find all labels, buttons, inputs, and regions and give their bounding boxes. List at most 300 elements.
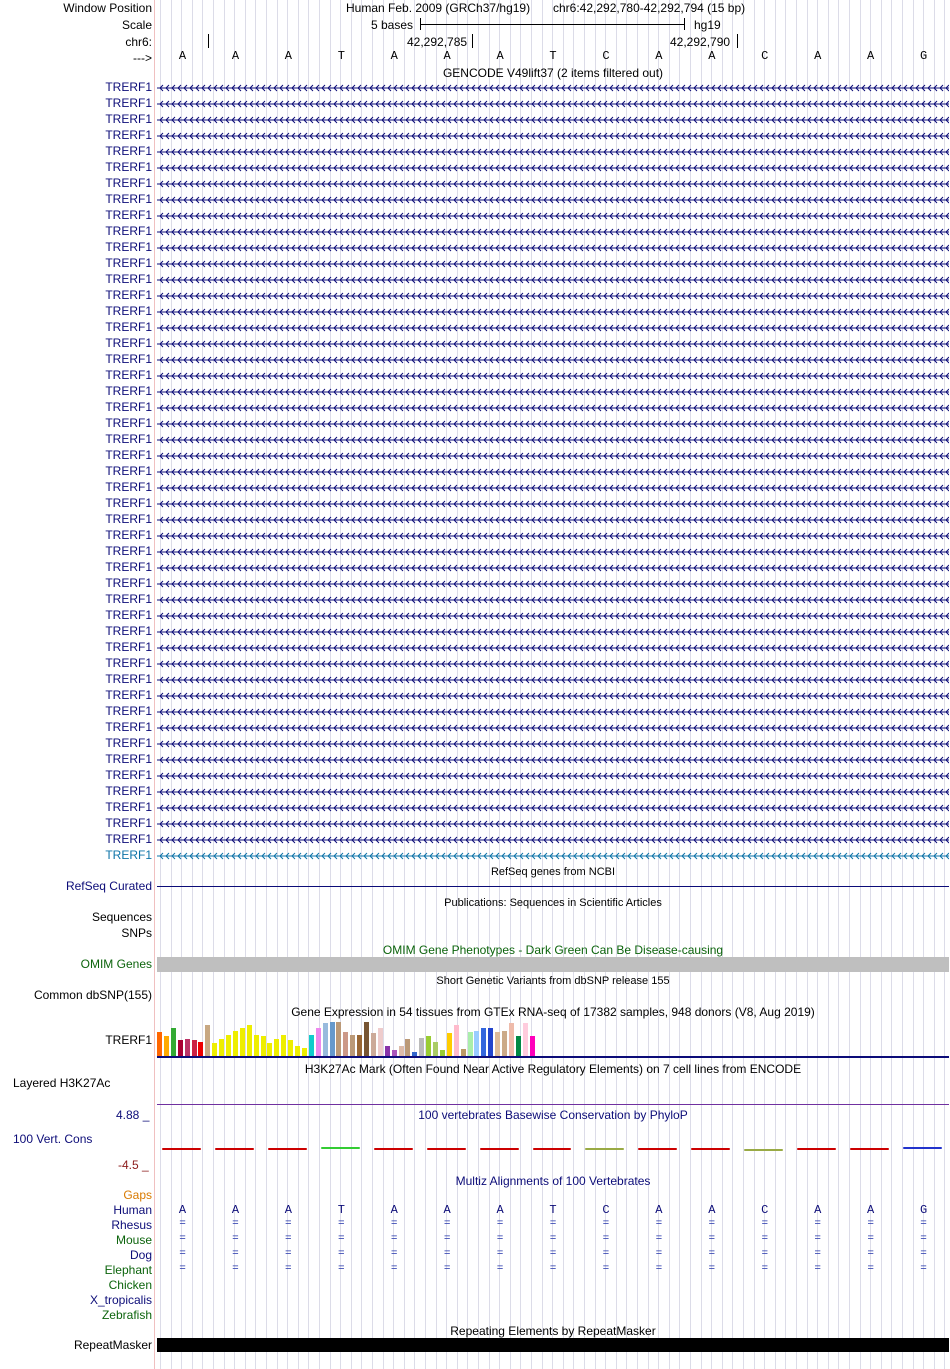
grid-line (870, 0, 871, 1369)
repeatmasker-element-bar[interactable] (157, 1338, 949, 1352)
gtex-tissue-bar[interactable] (433, 1042, 438, 1056)
coord-tick-1: 42,292,785 (407, 35, 468, 49)
gencode-transcript-intron[interactable] (157, 852, 949, 860)
gencode-transcript-intron[interactable] (157, 772, 949, 780)
base-letter: A (231, 49, 240, 63)
multiz-match-mark: = (708, 1218, 716, 1230)
gtex-tissue-bar[interactable] (281, 1035, 286, 1056)
gencode-transcript-intron[interactable] (157, 308, 949, 316)
multiz-match-mark: = (708, 1233, 716, 1245)
multiz-match-mark: = (549, 1233, 557, 1245)
gencode-transcript-label[interactable]: TRERF1 (105, 576, 152, 590)
dbsnp-track-label[interactable]: Common dbSNP(155) (33, 988, 152, 1002)
ruler-tick (208, 34, 209, 48)
gencode-transcript-label[interactable]: TRERF1 (105, 128, 152, 142)
multiz-match-mark: = (708, 1263, 716, 1275)
gencode-transcript-label[interactable]: TRERF1 (105, 544, 152, 558)
multiz-match-mark: = (549, 1248, 557, 1260)
gencode-transcript-label[interactable]: TRERF1 (105, 512, 152, 526)
omim-gene-bar[interactable] (157, 957, 949, 972)
gencode-transcript-label[interactable]: TRERF1 (105, 160, 152, 174)
multiz-human-base: T (549, 1203, 557, 1217)
gtex-tissue-bar[interactable] (447, 1033, 452, 1056)
gencode-transcript-label[interactable]: TRERF1 (105, 624, 152, 638)
gencode-transcript-label[interactable]: TRERF1 (105, 384, 152, 398)
multiz-human-base: A (867, 1203, 875, 1217)
gtex-tissue-bar[interactable] (336, 1022, 341, 1056)
grid-line (277, 0, 278, 1369)
h3k27ac-track-label[interactable]: Layered H3K27Ac (13, 1076, 111, 1090)
gtex-tissue-bar[interactable] (357, 1035, 362, 1056)
gencode-transcript-label[interactable]: TRERF1 (105, 400, 152, 414)
phylop-score-mark (215, 1148, 254, 1150)
grid-line (340, 0, 341, 1369)
gencode-transcript-label[interactable]: TRERF1 (105, 608, 152, 622)
gtex-tissue-bar[interactable] (247, 1025, 252, 1056)
gencode-transcript-intron[interactable] (157, 500, 949, 508)
gencode-transcript-intron[interactable] (157, 532, 949, 540)
multiz-match-mark: = (232, 1263, 239, 1275)
gencode-transcript-label[interactable]: TRERF1 (105, 480, 152, 494)
gtex-tissue-bar[interactable] (226, 1035, 231, 1056)
gencode-transcript-intron[interactable] (157, 516, 949, 524)
phylop-score-mark (744, 1149, 783, 1151)
grid-line (160, 0, 161, 1369)
gencode-transcript-label[interactable]: TRERF1 (105, 240, 152, 254)
gtex-tissue-bar[interactable] (502, 1031, 507, 1057)
phylop-score-mark (691, 1148, 730, 1150)
gencode-transcript-intron[interactable] (157, 484, 949, 492)
refseq-track-title: RefSeq genes from NCBI (490, 866, 616, 878)
gtex-tissue-bar[interactable] (509, 1023, 514, 1056)
gtex-tissue-bar[interactable] (495, 1032, 500, 1056)
assembly-title: Human Feb. 2009 (GRCh37/hg19) (346, 1, 531, 15)
omim-track-label[interactable]: OMIM Genes (80, 957, 152, 971)
gencode-transcript-label[interactable]: TRERF1 (105, 288, 152, 302)
grid-line (743, 0, 744, 1369)
gtex-baseline (157, 1056, 949, 1058)
gencode-transcript-intron[interactable] (157, 132, 949, 140)
gtex-tissue-bar[interactable] (198, 1042, 203, 1056)
multiz-match-mark: = (390, 1263, 398, 1275)
gencode-transcript-label[interactable]: TRERF1 (105, 768, 152, 782)
gencode-transcript-label[interactable]: TRERF1 (105, 416, 152, 430)
base-letter: A (284, 49, 292, 63)
gencode-transcript-label[interactable]: TRERF1 (105, 112, 152, 126)
multiz-human-base: A (655, 1203, 663, 1217)
gencode-transcript-label[interactable]: TRERF1 (105, 848, 152, 862)
gencode-transcript-label[interactable]: TRERF1 (105, 304, 152, 318)
gtex-tissue-bar[interactable] (385, 1046, 390, 1056)
refseq-track-label[interactable]: RefSeq Curated (65, 879, 152, 893)
grid-line (255, 0, 256, 1369)
gencode-transcript-intron[interactable] (157, 804, 949, 812)
grid-line (383, 0, 384, 1369)
gencode-transcript-intron[interactable] (157, 84, 949, 92)
grid-line (573, 0, 574, 1369)
multiz-species-label[interactable]: Mouse (115, 1233, 152, 1247)
gencode-transcript-intron[interactable] (157, 292, 949, 300)
gencode-transcript-intron[interactable] (157, 468, 949, 476)
gtex-track-title: Gene Expression in 54 tissues from GTEx RNA-seq of 17382 samples, 948 donors (V8, Aug 2019) (291, 1005, 815, 1019)
gencode-transcript-label[interactable]: TRERF1 (105, 800, 152, 814)
conservation-max-label: 4.88 _ (116, 1108, 150, 1122)
grid-line (171, 0, 172, 1369)
gencode-transcript-label[interactable]: TRERF1 (105, 720, 152, 734)
grid-line (234, 0, 235, 1369)
gtex-tissue-bar[interactable] (461, 1049, 466, 1056)
multiz-match-mark: = (232, 1233, 239, 1245)
multiz-match-mark: = (285, 1263, 292, 1275)
grid-line (785, 0, 786, 1369)
grid-line (457, 0, 458, 1369)
multiz-match-mark: = (443, 1233, 451, 1245)
multiz-human-base: A (496, 1203, 504, 1217)
gencode-transcript-intron[interactable] (157, 596, 949, 604)
grid-line (944, 0, 945, 1369)
multiz-match-mark: = (496, 1248, 504, 1260)
gencode-transcript-label[interactable]: TRERF1 (105, 368, 152, 382)
gencode-transcript-intron[interactable] (157, 660, 949, 668)
gencode-transcript-intron[interactable] (157, 100, 949, 108)
base-letter: A (814, 49, 822, 63)
grid-line (563, 0, 564, 1369)
gtex-tissue-bar[interactable] (516, 1036, 521, 1056)
gencode-transcript-label[interactable]: TRERF1 (105, 464, 152, 478)
gtex-tissue-bar[interactable] (378, 1028, 383, 1056)
gencode-transcript-label[interactable]: TRERF1 (105, 96, 152, 110)
multiz-match-mark: = (496, 1263, 504, 1275)
gtex-tissue-bar[interactable] (371, 1033, 376, 1056)
gtex-tissue-bar[interactable] (261, 1036, 266, 1056)
gencode-transcript-intron[interactable] (157, 436, 949, 444)
gencode-transcript-intron[interactable] (157, 228, 949, 236)
gencode-transcript-label[interactable]: TRERF1 (105, 704, 152, 718)
grid-line (891, 0, 892, 1369)
grid-line (828, 0, 829, 1369)
grid-line (192, 0, 193, 1369)
gencode-transcript-label[interactable]: TRERF1 (105, 432, 152, 446)
dbsnp-track-title: Short Genetic Variants from dbSNP release 155 (436, 975, 670, 987)
gtex-tissue-bar[interactable] (164, 1036, 169, 1056)
grid-line (404, 0, 405, 1369)
grid-line (202, 0, 203, 1369)
grid-line (732, 0, 733, 1369)
grid-line (658, 0, 659, 1369)
gtex-tissue-bar[interactable] (157, 1032, 162, 1056)
gtex-tissue-bar[interactable] (171, 1028, 176, 1056)
gencode-transcript-label[interactable]: TRERF1 (105, 272, 152, 286)
gencode-transcript-intron[interactable] (157, 164, 949, 172)
multiz-human-base: A (390, 1203, 398, 1217)
gtex-tissue-bar[interactable] (288, 1040, 293, 1056)
gencode-transcript-intron[interactable] (157, 356, 949, 364)
base-letter: G (919, 49, 928, 63)
gtex-tissue-bar[interactable] (323, 1023, 328, 1056)
grid-line (436, 0, 437, 1369)
phylop-score-mark (480, 1148, 519, 1150)
gencode-transcript-intron[interactable] (157, 820, 949, 828)
gencode-transcript-intron[interactable] (157, 692, 949, 700)
multiz-match-mark: = (179, 1233, 186, 1245)
gencode-transcript-intron[interactable] (157, 324, 949, 332)
gencode-transcript-intron[interactable] (157, 708, 949, 716)
gtex-tissue-bar[interactable] (330, 1022, 335, 1056)
grid-line (584, 0, 585, 1369)
grid-line (319, 0, 320, 1369)
gtex-tissue-bar[interactable] (316, 1028, 321, 1056)
gtex-tissue-bar[interactable] (350, 1035, 355, 1056)
gtex-tissue-bar[interactable] (488, 1028, 493, 1056)
gencode-transcript-label[interactable]: TRERF1 (105, 816, 152, 830)
multiz-match-mark: = (761, 1233, 769, 1245)
gencode-transcript-intron[interactable] (157, 180, 949, 188)
phylop-score-mark (585, 1148, 624, 1150)
gtex-tissue-bar[interactable] (481, 1028, 486, 1056)
multiz-match-mark: = (602, 1218, 610, 1230)
grid-line (330, 0, 331, 1369)
multiz-match-mark: = (655, 1218, 663, 1230)
gencode-transcript-intron[interactable] (157, 452, 949, 460)
gencode-transcript-label[interactable]: TRERF1 (105, 688, 152, 702)
multiz-match-mark: = (761, 1248, 769, 1260)
gtex-tissue-bar[interactable] (302, 1048, 307, 1057)
scale-bar (420, 24, 685, 25)
gencode-transcript-intron[interactable] (157, 420, 949, 428)
grid-line (298, 0, 299, 1369)
grid-line (446, 0, 447, 1369)
gtex-tissue-bar[interactable] (426, 1036, 431, 1056)
gtex-tissue-bar[interactable] (523, 1023, 528, 1056)
grid-line (351, 0, 352, 1369)
multiz-species-label[interactable]: Human (113, 1203, 152, 1217)
multiz-match-mark: = (390, 1233, 398, 1245)
multiz-match-mark: = (337, 1233, 345, 1245)
gencode-transcript-intron[interactable] (157, 564, 949, 572)
multiz-species-label[interactable]: Rhesus (111, 1218, 152, 1232)
gencode-transcript-label[interactable]: TRERF1 (105, 192, 152, 206)
grid-line (701, 0, 702, 1369)
scale-bar-left-tick (420, 18, 421, 30)
gtex-tissue-bar[interactable] (309, 1035, 314, 1056)
multiz-match-mark: = (337, 1263, 345, 1275)
multiz-species-label[interactable]: Elephant (104, 1263, 152, 1277)
multiz-match-mark: = (761, 1263, 769, 1275)
multiz-human-base: C (761, 1203, 769, 1217)
grid-line (489, 0, 490, 1369)
gencode-transcript-label[interactable]: TRERF1 (105, 592, 152, 606)
ruler-tick (472, 34, 473, 48)
scale-label: Scale (121, 18, 152, 32)
gencode-transcript-label[interactable]: TRERF1 (105, 656, 152, 670)
multiz-match-mark: = (761, 1218, 769, 1230)
gencode-transcript-label[interactable]: TRERF1 (105, 80, 152, 94)
gtex-tissue-bar[interactable] (240, 1028, 245, 1056)
multiz-human-base: A (443, 1203, 451, 1217)
gtex-tissue-bar[interactable] (405, 1039, 410, 1056)
multiz-match-mark: = (602, 1233, 610, 1245)
gencode-transcript-intron[interactable] (157, 276, 949, 284)
grid-line (711, 0, 712, 1369)
multiz-match-mark: = (655, 1263, 663, 1275)
base-letter: A (496, 49, 504, 63)
gtex-tissue-bar[interactable] (233, 1031, 238, 1057)
gencode-transcript-intron[interactable] (157, 612, 949, 620)
phylop-score-mark (850, 1148, 889, 1150)
gencode-transcript-intron[interactable] (157, 724, 949, 732)
gencode-transcript-label[interactable]: TRERF1 (105, 640, 152, 654)
gencode-transcript-intron[interactable] (157, 260, 949, 268)
grid-line (245, 0, 246, 1369)
gtex-tissue-bar[interactable] (185, 1039, 190, 1056)
gencode-transcript-label[interactable]: TRERF1 (105, 352, 152, 366)
gtex-tissue-bar[interactable] (343, 1032, 348, 1056)
conservation-min-label: -4.5 _ (118, 1158, 149, 1172)
multiz-match-mark: = (390, 1218, 398, 1230)
refseq-gene-line[interactable] (157, 886, 949, 887)
multiz-match-mark: = (179, 1263, 186, 1275)
phylop-score-mark (374, 1148, 413, 1150)
grid-line (510, 0, 511, 1369)
gtex-tissue-bar[interactable] (364, 1022, 369, 1056)
conservation-track-label[interactable]: 100 Vert. Cons (13, 1132, 93, 1146)
publications-sequences-label[interactable]: Sequences (91, 910, 152, 924)
gencode-transcript-intron[interactable] (157, 340, 949, 348)
multiz-match-mark: = (920, 1248, 927, 1260)
gencode-transcript-label[interactable]: TRERF1 (105, 320, 152, 334)
multiz-match-mark: = (443, 1248, 451, 1260)
multiz-species-label[interactable]: Zebrafish (101, 1308, 152, 1322)
gencode-transcript-label[interactable]: TRERF1 (105, 256, 152, 270)
gencode-transcript-intron[interactable] (157, 244, 949, 252)
gencode-transcript-label[interactable]: TRERF1 (105, 528, 152, 542)
gencode-transcript-label[interactable]: TRERF1 (105, 560, 152, 574)
gtex-track-label[interactable]: TRERF1 (105, 1033, 152, 1047)
grid-line (361, 0, 362, 1369)
gencode-transcript-label[interactable]: TRERF1 (105, 208, 152, 222)
grid-line (520, 0, 521, 1369)
gtex-tissue-bar[interactable] (474, 1031, 479, 1057)
gencode-transcript-intron[interactable] (157, 628, 949, 636)
grid-line (531, 0, 532, 1369)
multiz-match-mark: = (549, 1263, 557, 1275)
grid-line (372, 0, 373, 1369)
grid-line (478, 0, 479, 1369)
gencode-transcript-intron[interactable] (157, 836, 949, 844)
gtex-tissue-bar[interactable] (267, 1043, 272, 1056)
grid-line (616, 0, 617, 1369)
gencode-transcript-label[interactable]: TRERF1 (105, 736, 152, 750)
multiz-match-mark: = (549, 1218, 557, 1230)
phylop-score-mark (797, 1148, 836, 1150)
gencode-transcript-label[interactable]: TRERF1 (105, 336, 152, 350)
base-grid (156, 0, 950, 1369)
grid-line (807, 0, 808, 1369)
gencode-transcript-label[interactable]: TRERF1 (105, 832, 152, 846)
gencode-transcript-intron[interactable] (157, 196, 949, 204)
gtex-tissue-bar[interactable] (219, 1039, 224, 1056)
gencode-transcript-intron[interactable] (157, 372, 949, 380)
gencode-transcript-intron[interactable] (157, 580, 949, 588)
multiz-match-mark: = (920, 1263, 927, 1275)
gencode-transcript-label[interactable]: TRERF1 (105, 752, 152, 766)
grid-line (902, 0, 903, 1369)
gencode-transcript-intron[interactable] (157, 116, 949, 124)
grid-line (595, 0, 596, 1369)
gencode-transcript-label[interactable]: TRERF1 (105, 176, 152, 190)
gencode-transcript-intron[interactable] (157, 756, 949, 764)
multiz-species-label[interactable]: Dog (129, 1248, 152, 1262)
gencode-transcript-label[interactable]: TRERF1 (105, 784, 152, 798)
base-letter: T (337, 49, 345, 63)
conservation-track-title: 100 vertebrates Basewise Conservation by PhyloP (418, 1108, 688, 1122)
multiz-species-label[interactable]: X_tropicalis (89, 1293, 152, 1307)
gtex-tissue-bar[interactable] (399, 1046, 404, 1056)
multiz-track-title: Multiz Alignments of 100 Vertebrates (455, 1174, 651, 1188)
gencode-transcript-label[interactable]: TRERF1 (105, 448, 152, 462)
gtex-tissue-bar[interactable] (205, 1025, 210, 1056)
gtex-tissue-bar[interactable] (530, 1036, 535, 1056)
multiz-match-mark: = (602, 1248, 610, 1260)
gencode-transcript-intron[interactable] (157, 676, 949, 684)
gencode-transcript-intron[interactable] (157, 388, 949, 396)
grid-line (637, 0, 638, 1369)
gencode-transcript-intron[interactable] (157, 740, 949, 748)
multiz-species-label[interactable]: Gaps (123, 1188, 152, 1202)
window-position-label: Window Position (63, 1, 152, 15)
gtex-tissue-bar[interactable] (178, 1040, 183, 1056)
gencode-transcript-label[interactable]: TRERF1 (105, 496, 152, 510)
coord-tick-2: 42,292,790 (670, 35, 731, 49)
gencode-transcript-label[interactable]: TRERF1 (105, 224, 152, 238)
gencode-transcript-label[interactable]: TRERF1 (105, 672, 152, 686)
phylop-score-mark (321, 1147, 360, 1149)
gtex-tissue-bar[interactable] (192, 1040, 197, 1056)
gtex-tissue-bar[interactable] (419, 1038, 424, 1056)
gtex-tissue-bar[interactable] (468, 1032, 473, 1056)
gencode-transcript-intron[interactable] (157, 404, 949, 412)
base-letter: A (655, 49, 663, 63)
gtex-tissue-bar[interactable] (274, 1039, 279, 1056)
multiz-match-mark: = (867, 1233, 874, 1245)
multiz-human-base: A (814, 1203, 822, 1217)
multiz-match-mark: = (443, 1218, 451, 1230)
gencode-transcript-intron[interactable] (157, 788, 949, 796)
publications-snps-label[interactable]: SNPs (121, 926, 152, 940)
multiz-match-mark: = (708, 1248, 716, 1260)
grid-line (287, 0, 288, 1369)
gtex-tissue-bar[interactable] (212, 1043, 217, 1056)
grid-line (796, 0, 797, 1369)
gencode-transcript-intron[interactable] (157, 212, 949, 220)
grid-line (499, 0, 500, 1369)
repeatmasker-track-label[interactable]: RepeatMasker (73, 1338, 152, 1352)
gencode-transcript-intron[interactable] (157, 644, 949, 652)
gtex-tissue-bar[interactable] (454, 1025, 459, 1056)
gencode-transcript-intron[interactable] (157, 148, 949, 156)
gtex-tissue-bar[interactable] (295, 1046, 300, 1056)
grid-line (213, 0, 214, 1369)
grid-line (626, 0, 627, 1369)
multiz-species-label[interactable]: Chicken (108, 1278, 152, 1292)
gtex-tissue-bar[interactable] (254, 1035, 259, 1056)
multiz-match-mark: = (337, 1248, 345, 1260)
gencode-transcript-intron[interactable] (157, 548, 949, 556)
multiz-match-mark: = (285, 1218, 292, 1230)
gencode-transcript-label[interactable]: TRERF1 (105, 144, 152, 158)
h3k27ac-signal-line (157, 1104, 949, 1105)
phylop-score-mark (427, 1148, 466, 1150)
